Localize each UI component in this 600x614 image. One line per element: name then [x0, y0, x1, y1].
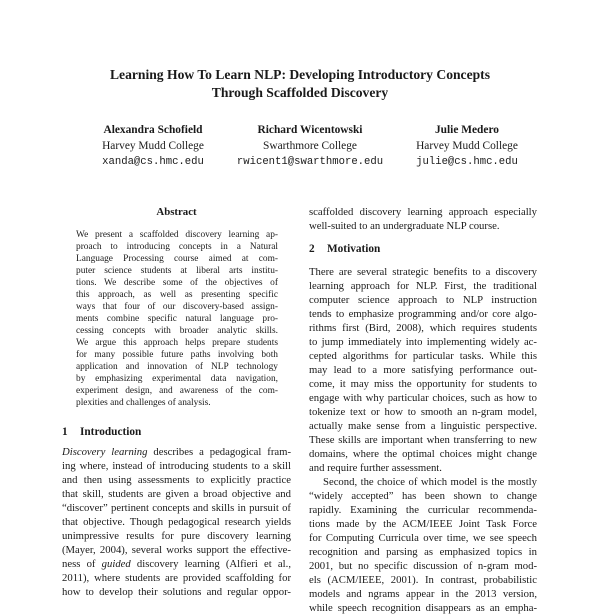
abstract-line: tions. We describe some of the objectives of — [76, 278, 278, 288]
intro-line: that objective. Though pedagogical research yields — [62, 516, 291, 528]
paper-title — [40, 66, 560, 102]
motivation-line: rithms first (Bird, 2008), which requires students — [309, 322, 537, 334]
motivation-line: may lead to a more satisfying performance out- — [309, 364, 537, 376]
motivation-line: “widely accepted” has been shown to change — [309, 490, 537, 502]
abstract-line: proach to introducing concepts in a Natural — [76, 242, 278, 252]
intro-line: ing where, instead of introducing students to a skill — [62, 460, 291, 472]
abstract-line: plexities and challenges of analysis. — [76, 398, 211, 408]
right-intro-line: scaffolded discovery learning approach especially — [309, 206, 537, 218]
intro-line-text: Discovery learning describes a pedagogical fram- — [62, 446, 292, 458]
motivation-line: Second, the choice of which model is the mostly — [323, 476, 537, 488]
title-line-2: Through Scaffolded Discovery — [211, 85, 389, 100]
motivation-line: for Computing Curricula over time, we see speech — [309, 532, 537, 544]
section-heading-introduction — [62, 426, 141, 438]
motivation-line: recognition and parsing as emphasized topics in — [309, 546, 537, 558]
intro-line: how to develop their solutions and regular oppor- — [62, 586, 291, 598]
motivation-line: tokenize text or how to smooth an n-gram model, — [309, 406, 537, 418]
abstract-line: this approach, as well as presenting specific — [76, 290, 278, 300]
intro-line — [62, 446, 291, 458]
motivation-line: to jump immediately into implementing widely ac- — [309, 336, 537, 348]
abstract-line: for many possible future paths involving both — [76, 350, 278, 360]
motivation-line: actually make sense from a linguistic perspective. — [309, 420, 537, 432]
motivation-line: These skills are important when transferring to new — [309, 434, 537, 446]
section-number: 1 — [62, 426, 68, 438]
author-email: rwicent1@swarthmore.edu — [236, 156, 384, 168]
author-affiliation: Harvey Mudd College — [102, 140, 204, 152]
abstract-line: We argue this approach helps prepare students — [76, 338, 278, 348]
intro-line: unimpressive results for pure discovery learning — [62, 530, 291, 542]
motivation-line: tends to emphasize programming and/or core algo- — [309, 308, 537, 320]
abstract-line: Language Processing course aimed at com- — [76, 254, 278, 264]
motivation-line: domains, where the optimal choices might change — [309, 448, 537, 460]
abstract-line: puter science students at liberal arts institu- — [76, 266, 278, 276]
section-title: Introduction — [80, 426, 142, 438]
author-email: julie@cs.hmc.edu — [416, 156, 518, 168]
author-affiliation: Harvey Mudd College — [416, 140, 518, 152]
abstract-line: We present a scaffolded discovery learning ap- — [76, 230, 278, 240]
motivation-line: learning approach for NLP. First, the traditional — [309, 280, 537, 292]
intro-line: “discover” pertinent concepts and skills in pursuit of — [62, 502, 291, 514]
abstract-line: experiment design, and awareness of the com- — [76, 386, 278, 396]
section-heading-motivation — [309, 243, 380, 255]
intro-line: and then using assessments to explicitly practice — [62, 474, 291, 486]
author-affiliation: Swarthmore College — [263, 140, 357, 152]
motivation-line: There are several strategic benefits to a discovery — [309, 266, 537, 278]
intro-line: (Mayer, 2004), several works support the effective- — [62, 544, 291, 556]
motivation-line: els (ACM/IEEE, 2001). In contrast, probabilistic — [309, 574, 537, 586]
motivation-line: 2001, but no specific discussion of n-gram mod- — [309, 560, 537, 572]
author-block-2 — [225, 122, 395, 170]
motivation-line: rapidly. Examining the curricular recommenda- — [309, 504, 537, 516]
abstract-line: cessing concepts with broader analytic skills. — [76, 326, 278, 336]
author-email: xanda@cs.hmc.edu — [102, 156, 204, 168]
abstract-line: ways that four of our discovery-based assign- — [76, 302, 278, 312]
abstract-heading: Abstract — [156, 206, 197, 218]
section-number: 2 — [309, 243, 315, 255]
author-name: Richard Wicentowski — [257, 124, 363, 136]
intro-line: that skill, students are given a broad objective and — [62, 488, 291, 500]
title-line-1: Learning How To Learn NLP: Developing Introductory Concepts — [109, 67, 490, 82]
intro-line: ness of guided discovery learning (Alfieri et al., — [62, 558, 291, 570]
abstract-line: ments combine specific natural language pro- — [76, 314, 278, 324]
motivation-line: computer science approach to NLP instruction — [309, 294, 537, 306]
abstract-line: application and innovation of NLP technology — [76, 362, 278, 372]
motivation-line: come, it may miss the opportunity for students to — [309, 378, 537, 390]
motivation-line: while speech recognition disappears as an empha- — [309, 602, 537, 614]
author-name: Julie Medero — [434, 124, 499, 136]
intro-line: 2011), where students are provided scaffolding for — [62, 572, 291, 584]
motivation-line: models and ngrams appear in the 2013 version, — [309, 588, 537, 600]
motivation-line: cepted algorithms for particular tasks. While this — [309, 350, 537, 362]
author-block-3 — [392, 122, 542, 170]
motivation-line: engage with why particular choices, such as how to — [309, 392, 537, 404]
author-block-1 — [78, 122, 228, 170]
motivation-line: tions made by the ACM/IEEE Joint Task Force — [309, 518, 537, 530]
section-title: Motivation — [327, 243, 381, 255]
author-name: Alexandra Schofield — [103, 124, 203, 136]
right-intro-line: well-suited to an undergraduate NLP course. — [309, 220, 500, 232]
motivation-line: and require further assessment. — [309, 462, 442, 474]
abstract-line: by emphasizing experimental data navigation, — [76, 374, 278, 384]
